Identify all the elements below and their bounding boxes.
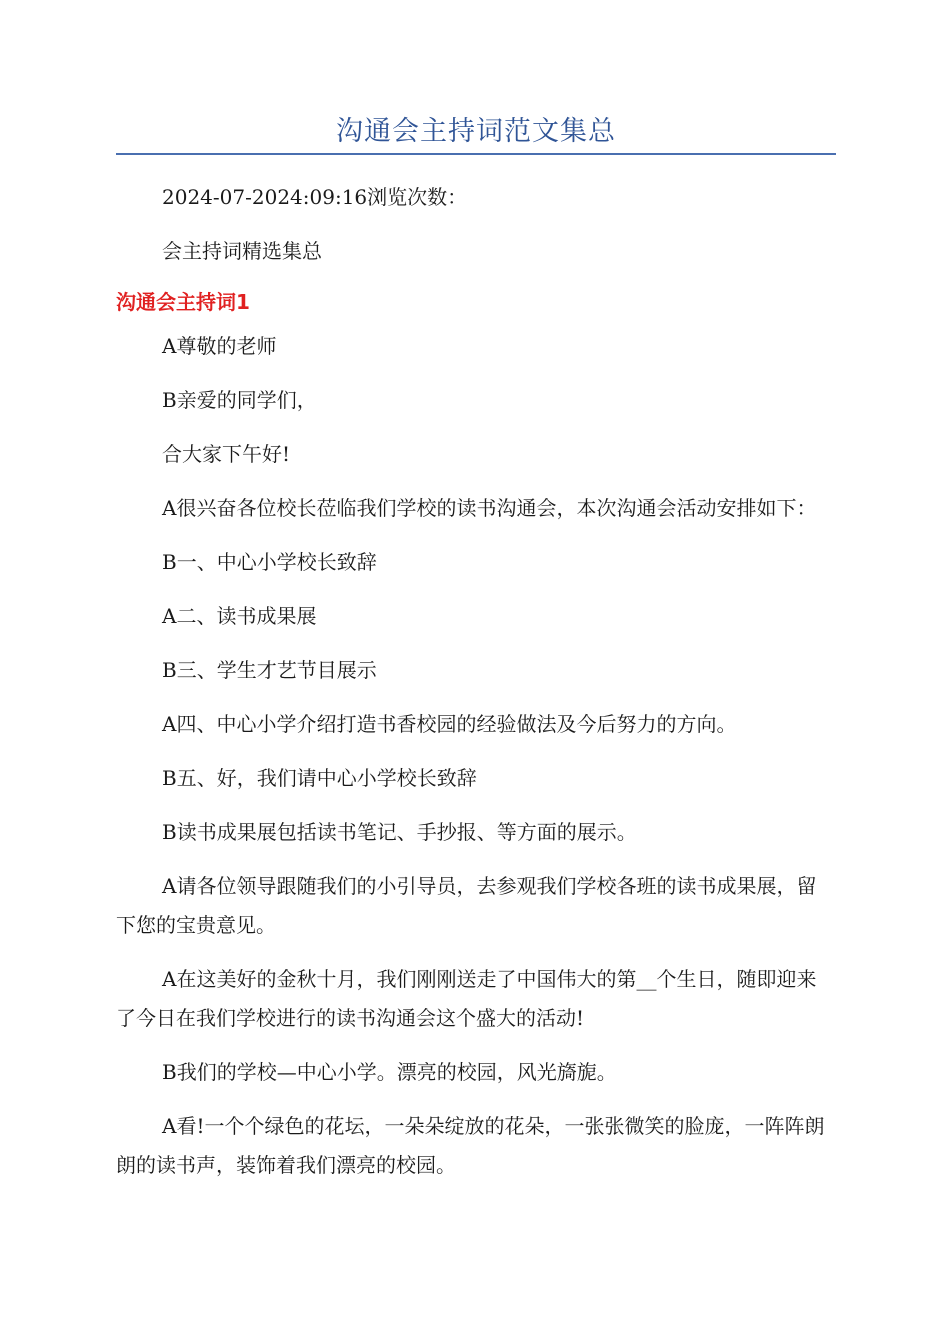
paragraph: A很兴奋各位校长莅临我们学校的读书沟通会，本次沟通会活动安排如下：	[162, 496, 817, 520]
document-title: 沟通会主持词范文集总	[336, 116, 616, 147]
paragraph: B五、好，我们请中心小学校长致辞	[162, 766, 477, 790]
paragraph: 合大家下午好!	[162, 442, 291, 466]
paragraph: B我们的学校—中心小学。漂亮的校园，风光旖旎。	[162, 1060, 617, 1084]
paragraph: A二、读书成果展	[162, 604, 317, 628]
meta-line: 2024-07-2024:09:16浏览次数：	[162, 185, 468, 209]
paragraph: B亲爱的同学们，	[162, 388, 317, 412]
intro-line: 会主持词精选集总	[162, 239, 322, 263]
title-divider	[116, 153, 836, 155]
paragraph: A在这美好的金秋十月，我们刚刚送走了中国伟大的第__个生日，随即迎来了今日在我们学校进行的读书沟通会这个盛大的活动!	[116, 967, 817, 1030]
paragraph: A看!一个个绿色的花坛，一朵朵绽放的花朵，一张张微笑的脸庞，一阵阵朗朗的读书声，装饰着我们漂亮的校园。	[116, 1114, 825, 1177]
paragraph: B一、中心小学校长致辞	[162, 550, 377, 574]
section-heading: 沟通会主持词1	[116, 290, 250, 314]
paragraph: A尊敬的老师	[162, 334, 277, 358]
paragraph: A四、中心小学介绍打造书香校园的经验做法及今后努力的方向。	[162, 712, 737, 736]
document-body	[116, 178, 828, 1200]
paragraph: B三、学生才艺节目展示	[162, 658, 377, 682]
paragraph: A请各位领导跟随我们的小引导员，去参观我们学校各班的读书成果展，留下您的宝贵意见。	[116, 874, 817, 937]
paragraph: B读书成果展包括读书笔记、手抄报、等方面的展示。	[162, 820, 637, 844]
